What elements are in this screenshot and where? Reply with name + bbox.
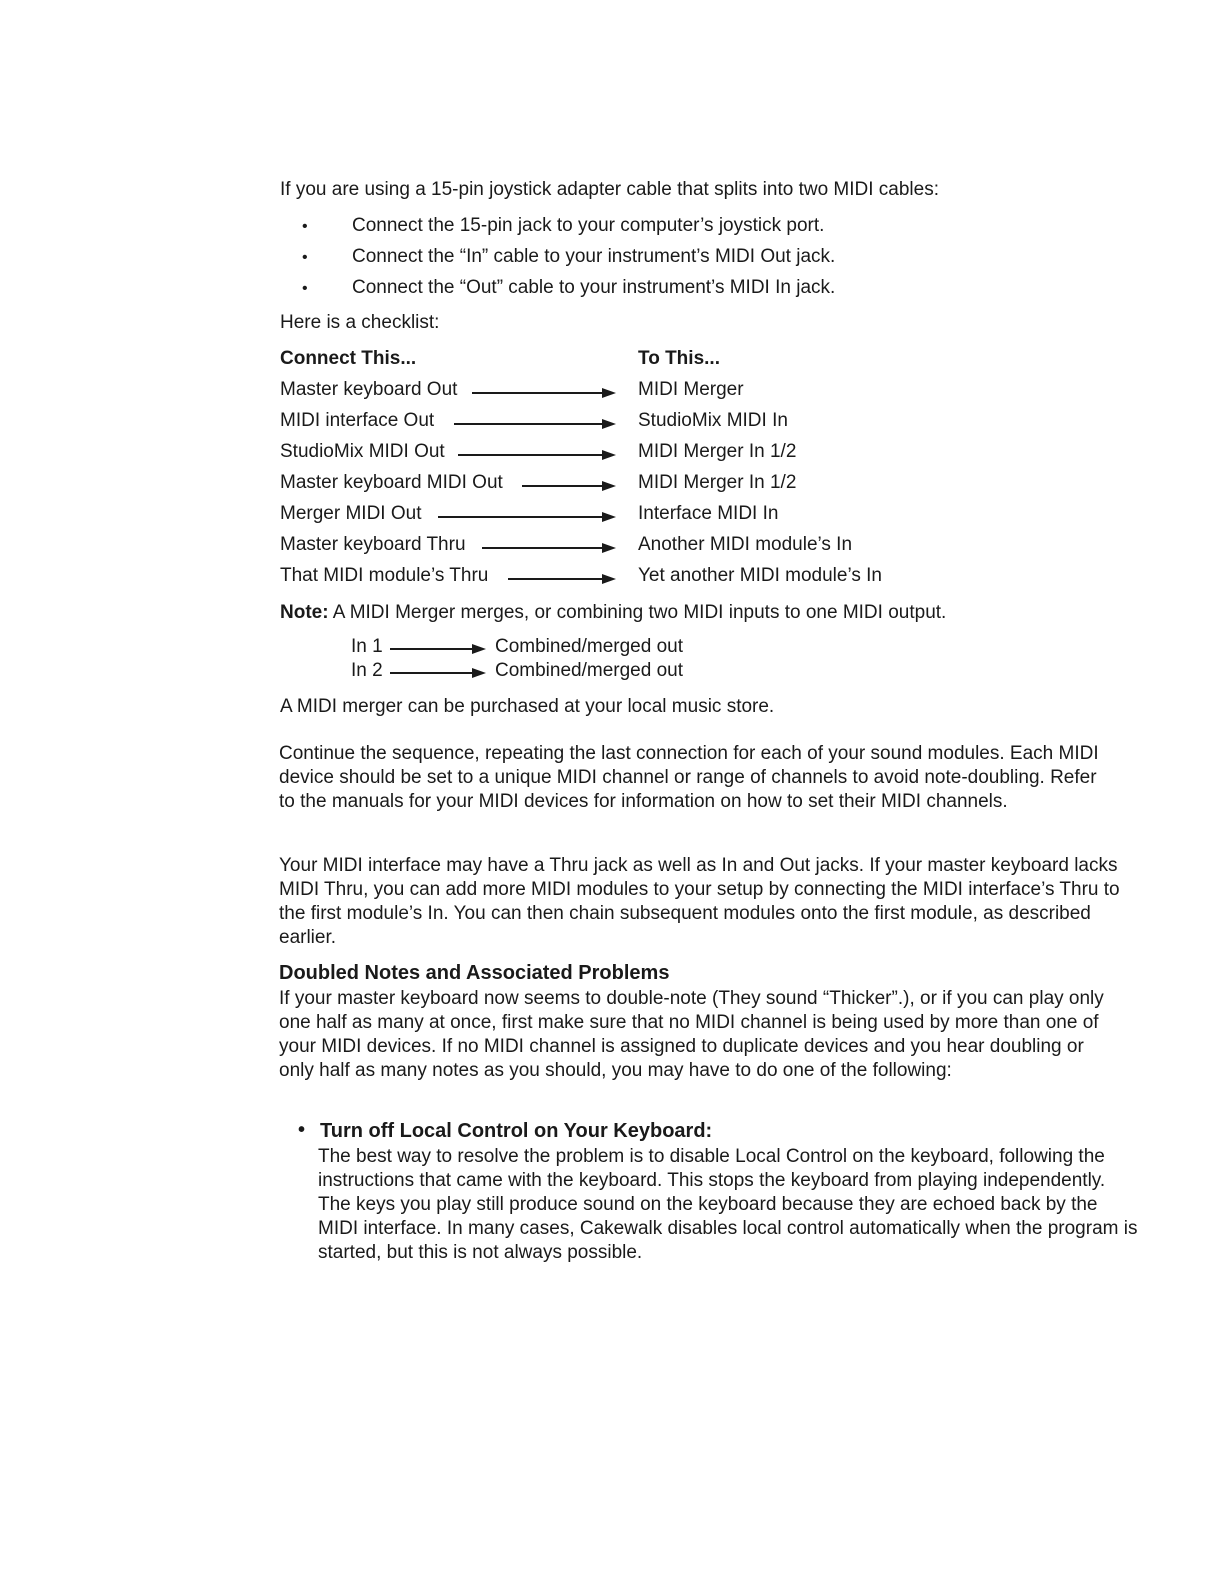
checklist-to: Interface MIDI In (638, 503, 779, 524)
bullet-symbol: • (302, 249, 308, 266)
note-label: Note: (280, 602, 329, 623)
checklist-intro: Here is a checklist: (280, 312, 440, 333)
checklist-to: Another MIDI module’s In (638, 534, 853, 555)
note-text: A MIDI Merger merges, or combining two MIDI inputs to one MIDI output. (328, 602, 947, 623)
checklist-header-right: To This... (638, 348, 720, 369)
continue-paragraph: Continue the sequence, repeating the last connection for each of your sound modules. Each MIDI device should be set to a unique MIDI channel or range of channels to avoid note-doubling. Refer to the manuals for your MIDI devices for information on how to set their MIDI channels. (279, 743, 1099, 812)
merge-output: Combined/merged out (495, 660, 683, 681)
merge-output: Combined/merged out (495, 636, 683, 657)
arrow-icon (454, 423, 612, 425)
merger-store-text: A MIDI merger can be purchased at your local music store. (280, 696, 775, 717)
arrow-icon (522, 485, 612, 487)
merge-input: In 1 (351, 636, 383, 657)
note (280, 601, 946, 625)
bullet-text: Connect the “Out” cable to your instrument’s MIDI In jack. (352, 277, 836, 298)
bullet-symbol: • (302, 280, 308, 297)
merge-input: In 2 (351, 660, 383, 681)
checklist-to: MIDI Merger In 1/2 (638, 441, 797, 462)
checklist-from: Merger MIDI Out (280, 503, 422, 524)
checklist-from: Master keyboard Thru (280, 534, 466, 555)
checklist-to: Yet another MIDI module’s In (638, 565, 882, 586)
arrow-icon (508, 578, 612, 580)
bullet-text: Connect the 15-pin jack to your computer’s joystick port. (352, 215, 825, 236)
local-control-paragraph: The best way to resolve the problem is to disable Local Control on the keyboard, following the instructions that came with the keyboard. This stops the keyboard from playing independently. The keys you play still produce sound on the keyboard because they are echoed back by the MIDI interface. In many cases, Cakewalk disables local control automatically when the program is started, but this is not always possible. (318, 1146, 1138, 1263)
checklist-to: MIDI Merger (638, 379, 744, 400)
checklist-from: StudioMix MIDI Out (280, 441, 445, 462)
arrow-icon (472, 392, 612, 394)
thru-paragraph: Your MIDI interface may have a Thru jack as well as In and Out jacks. If your master keyboard lacks MIDI Thru, you can add more MIDI modules to your setup by connecting the MIDI interface’s Thru to the first module’s In. You can then chain subsequent modules onto the first module, as described earlier. (279, 855, 1120, 948)
checklist-to: StudioMix MIDI In (638, 410, 788, 431)
arrow-icon (458, 454, 612, 456)
arrow-icon (482, 547, 612, 549)
checklist-from: That MIDI module’s Thru (280, 565, 489, 586)
bullet-symbol: • (298, 1119, 306, 1141)
checklist-from: Master keyboard Out (280, 379, 458, 400)
arrow-icon (390, 672, 482, 674)
doubled-notes-paragraph: If your master keyboard now seems to double-note (They sound “Thicker”.), or if you can play only one half as many at once, first make sure that no MIDI channel is being used by more than one of your MIDI devices. If no MIDI channel is assigned to duplicate devices and you hear doubling or only half as many notes as you should, you may have to do one of the following: (279, 988, 1104, 1081)
checklist-header-left: Connect This... (280, 348, 417, 369)
intro-text: If you are using a 15-pin joystick adapter cable that splits into two MIDI cables: (280, 179, 939, 200)
arrow-icon (390, 648, 482, 650)
checklist-from: Master keyboard MIDI Out (280, 472, 503, 493)
checklist-from: MIDI interface Out (280, 410, 435, 431)
arrow-icon (438, 516, 612, 518)
checklist-to: MIDI Merger In 1/2 (638, 472, 797, 493)
local-control-heading: Turn off Local Control on Your Keyboard: (320, 1120, 713, 1142)
bullet-text: Connect the “In” cable to your instrument’s MIDI Out jack. (352, 246, 836, 267)
section-heading: Doubled Notes and Associated Problems (279, 962, 670, 984)
bullet-symbol: • (302, 218, 308, 235)
